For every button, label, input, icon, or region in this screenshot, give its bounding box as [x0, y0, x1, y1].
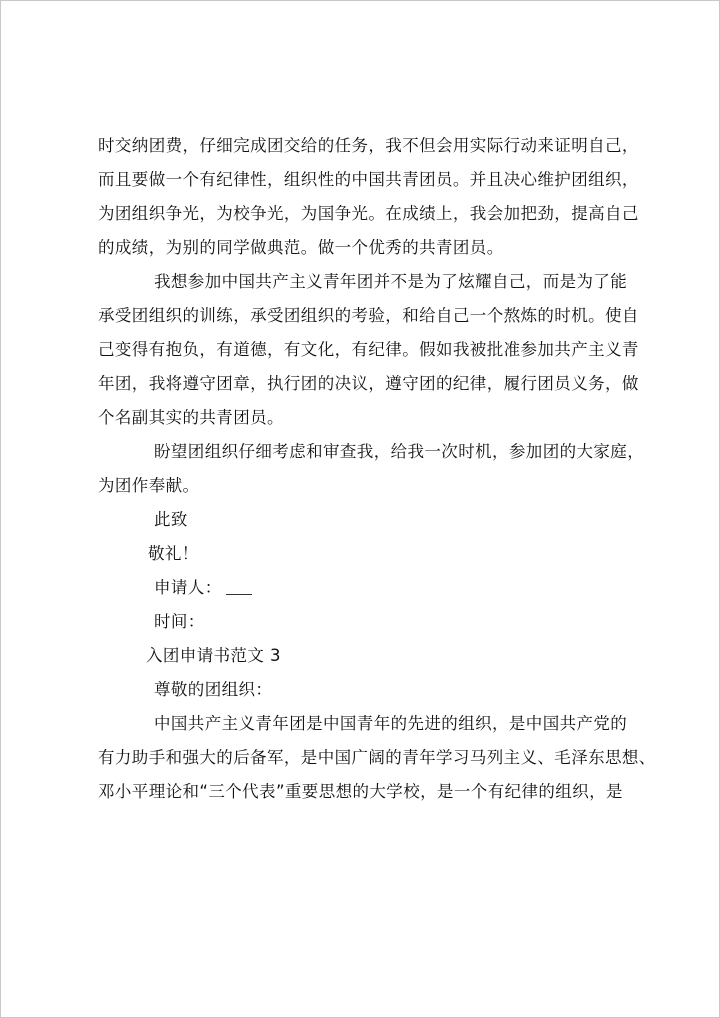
paragraph-line: 时交纳团费，仔细完成团交给的任务，我不但会用实际行动来证明自己，: [98, 136, 639, 155]
paragraph-line: 有力助手和强大的后备军，是中国广阔的青年学习马列主义、毛泽东思想、: [98, 748, 656, 767]
document-body: [98, 129, 656, 809]
paragraph-line: 我想参加中国共产主义青年团并不是为了炫耀自己，而是为了能: [154, 272, 628, 291]
section-title: 入团申请书范文 3: [146, 646, 281, 665]
closing-jingli: 敬礼！: [148, 544, 199, 563]
paragraph-line: 邓小平理论和“三个代表”重要思想的大学校，是一个有纪律的组织，是: [98, 782, 623, 801]
signature-blank: [226, 576, 252, 595]
applicant-label: 申请人：: [154, 578, 222, 597]
paragraph-line: 盼望团组织仔细考虑和审查我，给我一次时机，参加团的大家庭，: [154, 442, 645, 461]
paragraph-line: 承受团组织的训练，承受团组织的考验，和给自己一个熬炼的时机。使自: [98, 306, 639, 325]
paragraph-line: 为团作奉献。: [98, 476, 200, 495]
paragraph-line: 而且要做一个有纪律性，组织性的中国共青团员。并且决心维护团组织，: [98, 170, 639, 189]
paragraph-line: 中国共产主义青年团是中国青年的先进的组织，是中国共产党的: [154, 714, 628, 733]
paragraph-line: 个名副其实的共青团员。: [98, 408, 284, 427]
time-line: 时间：: [154, 612, 205, 631]
paragraph-line: 己变得有抱负，有道德，有文化，有纪律。假如我被批准参加共产主义青: [98, 340, 639, 359]
salutation: 尊敬的团组织：: [154, 680, 273, 699]
applicant-line: [98, 571, 638, 605]
paragraph-line: 为团组织争光，为校争光，为国争光。在成绩上，我会加把劲，提高自己: [98, 204, 639, 223]
paragraph-line: 年团，我将遵守团章，执行团的决议，遵守团的纪律，履行团员义务，做: [98, 374, 639, 393]
closing-cizhi: 此致: [154, 510, 188, 529]
paragraph-line: 的成绩，为别的同学做典范。做一个优秀的共青团员。: [98, 238, 504, 257]
